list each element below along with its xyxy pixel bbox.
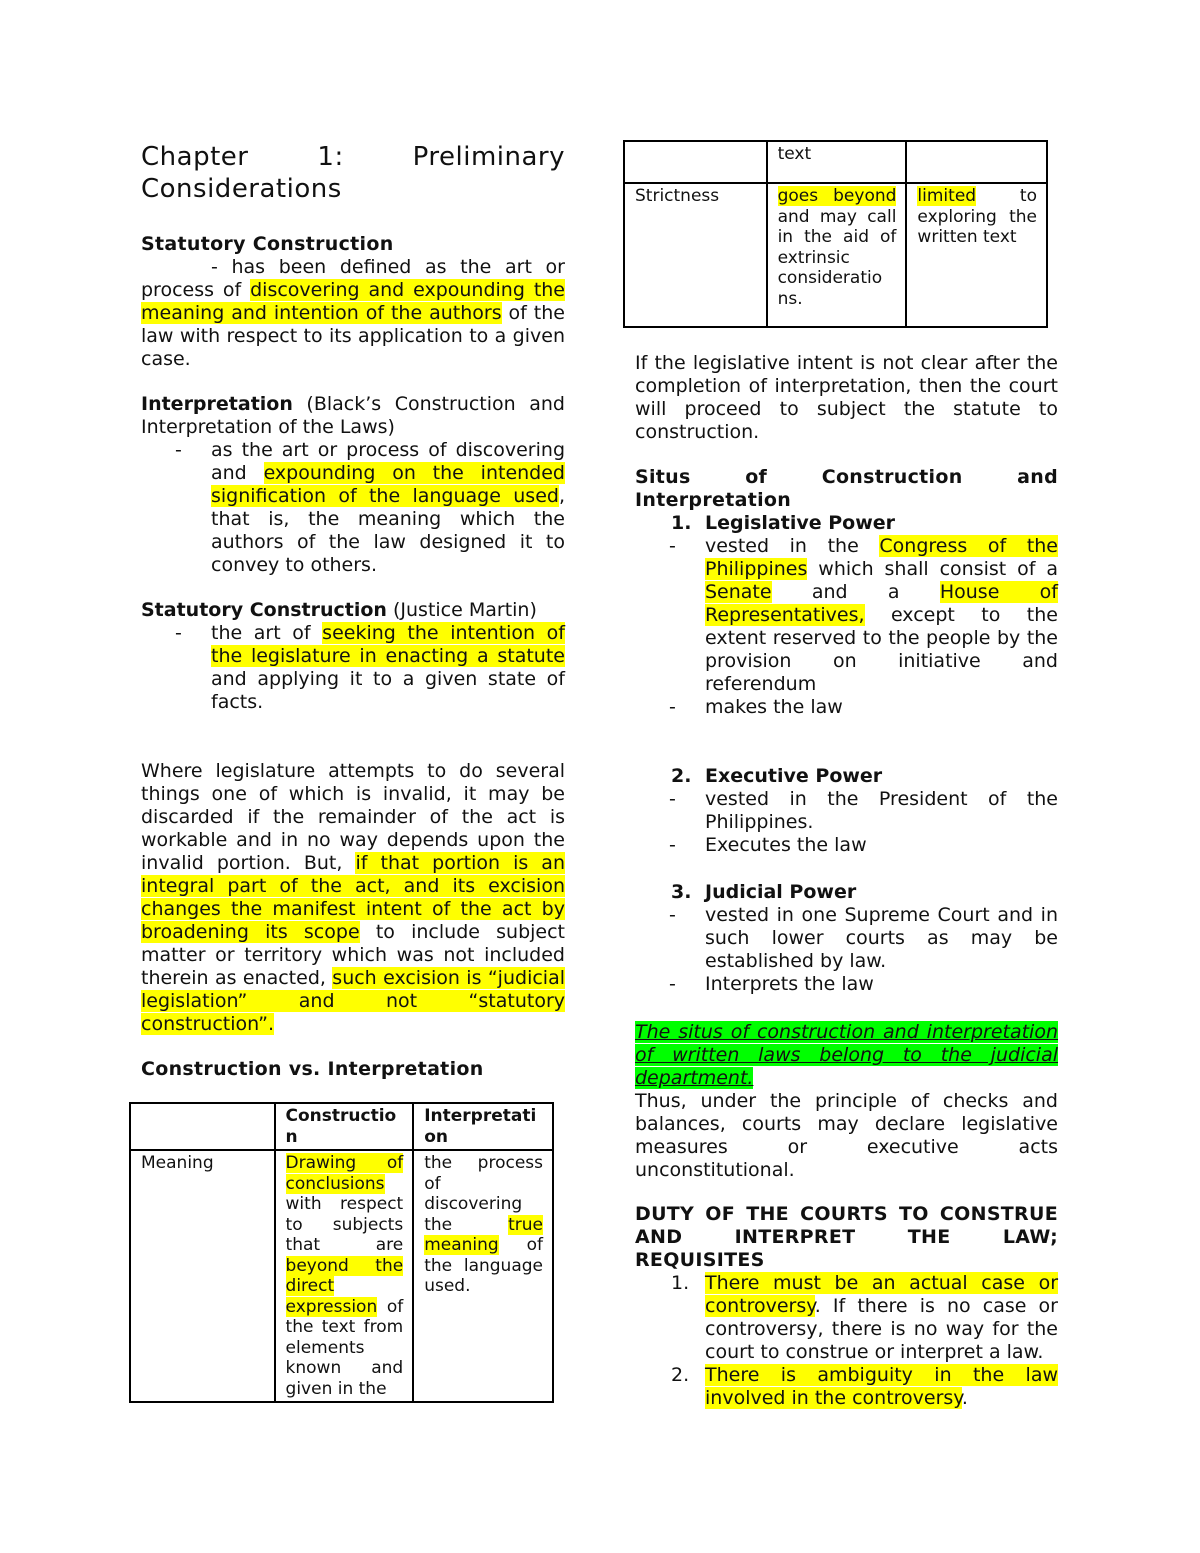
dash-marker: -	[669, 904, 676, 926]
dash-marker: -	[175, 622, 182, 644]
bullet-text-end: , that is, the meaning which the authors of the law designed it to convey to others.	[211, 485, 565, 576]
judicial-power-title	[635, 881, 1058, 904]
paragraph-highlight: if that portion is an integral part of the act, and its excision changes the manifest intent of the act by broadening its scope	[141, 852, 565, 943]
cell-text: and may call in the aid of extrinsic consideratio ns.	[777, 206, 897, 309]
situs-word: Situs	[635, 466, 691, 488]
interpretation-meaning-cell	[413, 1150, 553, 1402]
situs-section	[635, 466, 1058, 719]
chapter-preliminary: Preliminary	[412, 142, 565, 172]
bullet-highlight: Senate	[705, 581, 772, 603]
executive-power-section	[635, 765, 1058, 857]
table-header-construction: Constructio n	[275, 1103, 414, 1150]
cell-text: with respect to subjects that are	[285, 1194, 404, 1255]
cell-text: to exploring the written text	[917, 186, 1037, 247]
martin-title	[141, 599, 565, 622]
bullet-text: as the art or process of discovering and	[211, 439, 565, 484]
judicial-department-paragraph	[635, 1021, 1058, 1182]
power-title: Judicial Power	[705, 881, 857, 903]
bullet-text: except to the extent reserved to the people by the provision on initiative and referendum	[705, 604, 1058, 695]
cell-highlight: goes beyond	[777, 186, 897, 206]
paragraph-text: Where legislature attempts to do several things one of which is invalid, it may be discarded if the remainder of the act is workable and in no way depends upon the invalid portion. But,	[141, 760, 565, 874]
list-number: 2.	[671, 1364, 690, 1386]
interpretation-section	[141, 393, 565, 577]
continued-table	[623, 140, 1048, 328]
list-number: 1.	[671, 1272, 690, 1294]
bullet-highlight: House of Representatives,	[705, 581, 1058, 626]
row-label-strictness: Strictness	[624, 183, 767, 327]
bullet-highlight: Congress of the Philippines	[705, 535, 1058, 580]
list-number: 1.	[671, 512, 692, 534]
statutory-construction-definition	[141, 256, 565, 371]
legislative-intent-paragraph: If the legislative intent is not clear after the completion of interpretation, then the court will proceed to subject the statute to construction.	[635, 352, 1058, 443]
duty-of-courts-section	[635, 1203, 1058, 1410]
table-corner-cell	[130, 1103, 275, 1150]
cell-text-end: of the language used.	[424, 1235, 543, 1296]
paragraph-text-middle: to include subject matter or territory which was not included therein as enacted,	[141, 921, 565, 989]
dash-marker: -	[669, 788, 676, 810]
row-label-meaning: Meaning	[130, 1150, 275, 1402]
bullet-highlight: seeking the intention of the legislature in enacting a statute	[211, 622, 565, 667]
chapter-number: 1:	[317, 142, 344, 172]
bullet-text: and a	[771, 581, 940, 603]
judicial-legislation-paragraph	[141, 760, 565, 1036]
legislative-power-title	[635, 512, 1058, 535]
requisite-text: . If there is no case or controversy, there is no way for the court to construe or interpret a law.	[705, 1295, 1058, 1363]
bullet-text: which shall consist of a	[807, 558, 1058, 580]
bullet-highlight: expounding on the intended signification of the language used	[211, 462, 565, 507]
duty-heading: DUTY OF THE COURTS TO CONSTRUE AND INTERPRET THE LAW; REQUISITES	[635, 1203, 1058, 1271]
construction-vs-interpretation-table	[129, 1102, 554, 1403]
executive-bullet-2	[635, 834, 1058, 857]
bullet-text: vested in one Supreme Court and in such lower courts as may be established by law.	[705, 904, 1058, 972]
power-title: Legislative Power	[705, 512, 896, 534]
cell-highlight-2: beyond the direct expression	[285, 1255, 404, 1317]
requisite-1	[635, 1272, 1058, 1364]
checks-balances-text: Thus, under the principle of checks and balances, courts may declare legislative measures or executive acts unconstitutional.	[635, 1090, 1058, 1181]
green-highlight: The situs of construction and interpretation of written laws belong to the judicial department.	[635, 1021, 1058, 1089]
list-number: 2.	[671, 765, 692, 787]
construction-vs-interpretation-heading: Construction vs. Interpretation	[141, 1058, 484, 1080]
chapter-title	[141, 141, 565, 205]
situs-word: Construction	[821, 466, 963, 488]
power-title: Executive Power	[705, 765, 883, 787]
interpretation-bullet	[141, 439, 565, 577]
continued-top-row	[624, 141, 1047, 183]
dash-marker: -	[669, 973, 676, 995]
martin-heading: Statutory Construction	[141, 599, 387, 621]
dash-marker: -	[669, 535, 676, 557]
cell-highlight: true meaning	[424, 1214, 543, 1255]
table-row-meaning	[130, 1150, 553, 1402]
dash-marker: -	[175, 439, 182, 461]
list-number: 3.	[671, 881, 692, 903]
situs-word: and	[1017, 466, 1058, 488]
judicial-bullet-1	[635, 904, 1058, 973]
definition-text-end: of the law with respect to its application to a given case.	[141, 302, 565, 370]
bullet-text: Interprets the law	[705, 973, 874, 995]
cell-highlight: Drawing of conclusions	[285, 1153, 404, 1194]
martin-bullet	[141, 622, 565, 714]
bullet-text: makes the law	[705, 696, 843, 718]
bullet-text: Executes the law	[705, 834, 867, 856]
table-header-interpretation: Interpretati on	[413, 1103, 553, 1150]
definition-highlight: discovering and expounding the meaning and intention of the authors	[141, 279, 565, 324]
continued-interpretation-cell	[906, 141, 1047, 183]
judicial-power-section	[635, 881, 1058, 996]
continued-construction-cell: text	[767, 141, 907, 183]
interpretation-heading: Interpretation	[141, 393, 293, 415]
dash-marker: -	[669, 834, 676, 856]
table-row-strictness	[624, 183, 1047, 327]
statutory-construction-martin-section	[141, 599, 565, 714]
statutory-construction-section	[141, 233, 565, 371]
chapter-word: Chapter	[141, 142, 249, 172]
definition-text: - has been defined as the art or process of	[141, 256, 565, 301]
legislative-bullet-2	[635, 696, 1058, 719]
legislative-bullet-1	[635, 535, 1058, 696]
executive-power-title	[635, 765, 1058, 788]
bullet-text: vested in the President of the Philippines.	[705, 788, 1058, 833]
situs-heading-line1	[635, 466, 1058, 489]
cell-text-end: of the text from elements known and given in the	[285, 1296, 404, 1399]
requisite-highlight: There is ambiguity in the law involved in the controversy	[705, 1364, 1058, 1409]
judicial-bullet-2	[635, 973, 1058, 996]
cell-text: the process of discovering the	[424, 1153, 543, 1235]
interpretation-source: (Black’s Construction and Interpretation of the Laws)	[141, 393, 565, 438]
construction-strictness-cell	[767, 183, 907, 327]
bullet-text: the art of	[211, 622, 323, 644]
situs-heading-line2: Interpretation	[635, 489, 792, 511]
requisite-highlight: There must be an actual case or controversy	[705, 1272, 1058, 1317]
construction-meaning-cell	[275, 1150, 414, 1402]
requisite-text: .	[961, 1387, 968, 1409]
situs-word: of	[745, 466, 768, 488]
dash-marker: -	[669, 696, 676, 718]
interpretation-strictness-cell	[906, 183, 1047, 327]
paragraph-highlight-end: such excision is “judicial legislation” and not “statutory construction”.	[141, 967, 565, 1035]
martin-source: (Justice Martin)	[386, 599, 537, 621]
cell-highlight: limited	[917, 186, 977, 206]
executive-bullet-1	[635, 788, 1058, 834]
bullet-text: vested in the	[705, 535, 880, 557]
statutory-construction-heading: Statutory Construction	[141, 233, 394, 255]
continued-corner-cell	[624, 141, 767, 183]
table-header-row	[130, 1103, 553, 1150]
chapter-considerations: Considerations	[141, 174, 342, 204]
bullet-text-end: and applying it to a given state of facts.	[211, 668, 565, 713]
requisite-2	[635, 1364, 1058, 1410]
interpretation-title	[141, 393, 565, 439]
